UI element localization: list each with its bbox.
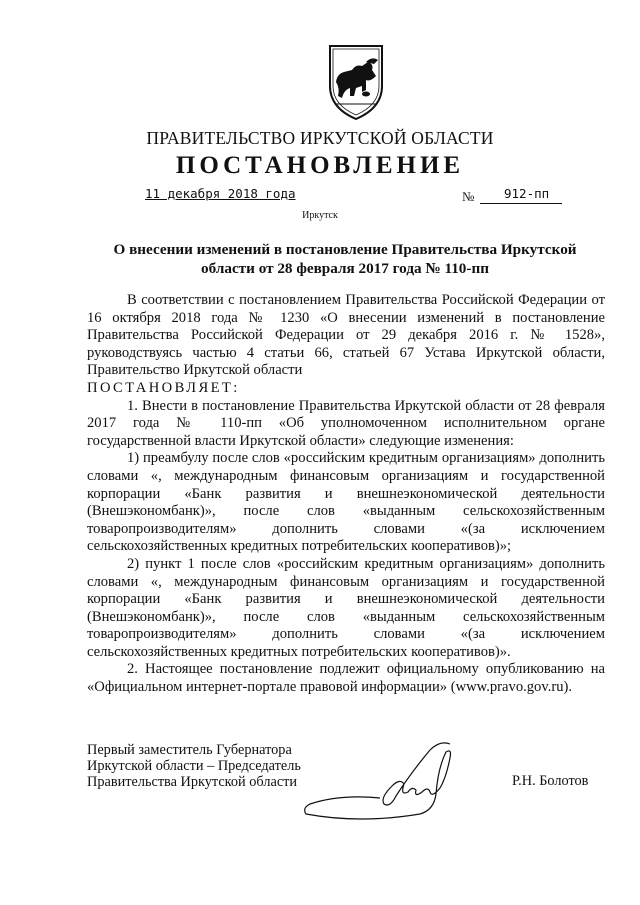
- number-sign: №: [462, 189, 475, 204]
- signatory-name: Р.Н. Болотов: [512, 773, 589, 789]
- document-title: О внесении изменений в постановление Правительства Иркутской области от 28 февраля 2017 года № 110-пп: [113, 241, 577, 277]
- signatory-line-1: Первый заместитель Губернатора: [87, 742, 292, 758]
- document-number: 912-пп: [480, 186, 562, 204]
- signatory-line-2: Иркутской области – Председатель: [87, 758, 301, 774]
- signatory-title: [87, 742, 301, 790]
- city-name: Иркутск: [302, 210, 338, 221]
- item-2: 2. Настоящее постановление подлежит официальному опубликованию на «Официальном интернет-портале правовой информации» (www.pravo.gov.ru).: [87, 661, 605, 696]
- signatory-line-3: Правительства Иркутской области: [87, 774, 298, 790]
- item-1-1: 1) преамбулу после слов «российским кредитным организациям» дополнить словами «, международным финансовым организациям и государственной корпорации «Банк развития и внешнеэкономической деятельности (Внешэкономбанк)», после слов «выданным сельскохозяйственным товаропроизводителям» дополнить словами «(за исключением сельскохозяйственных кредитных потребительских кооперативов)»;: [87, 450, 605, 555]
- item-1: 1. Внести в постановление Правительства Иркутской области от 28 февраля 2017 года № 110-пп «Об уполномоченном исполнительном органе государственной власти Иркутской области» следующие изменения:: [87, 397, 605, 449]
- document-date: 11 декабря 2018 года: [145, 186, 296, 201]
- item-1-2: 2) пункт 1 после слов «российским кредитным организациям» дополнить словами «, международным финансовым организациям и государственной корпорации «Банк развития и внешнеэкономической деятельности (Внешэкономбанк)», после слов «выданным сельскохозяйственным товаропроизводителям» дополнить словами «(за исключением сельскохозяйственных кредитных потребительских кооперативов)».: [87, 555, 605, 660]
- government-name: ПРАВИТЕЛЬСТВО ИРКУТСКОЙ ОБЛАСТИ: [146, 128, 494, 148]
- coat-of-arms-icon: [322, 42, 390, 122]
- document-type: ПОСТАНОВЛЕНИЕ: [175, 152, 465, 179]
- preamble: В соответствии с постановлением Правительства Российской Федерации от 16 октября 2018 года № 1230 «О внесении изменений в постановление Правительства Российской Федерации от 29 декабря 2016 г. № 1528», руководствуясь частью 4 статьи 66, статьей 67 Устава Иркутской области, Правительство Иркутской области: [87, 292, 605, 379]
- signature-icon: [300, 738, 490, 820]
- document-body: [87, 292, 605, 697]
- resolves-heading: ПОСТАНОВЛЯЕТ:: [87, 379, 240, 396]
